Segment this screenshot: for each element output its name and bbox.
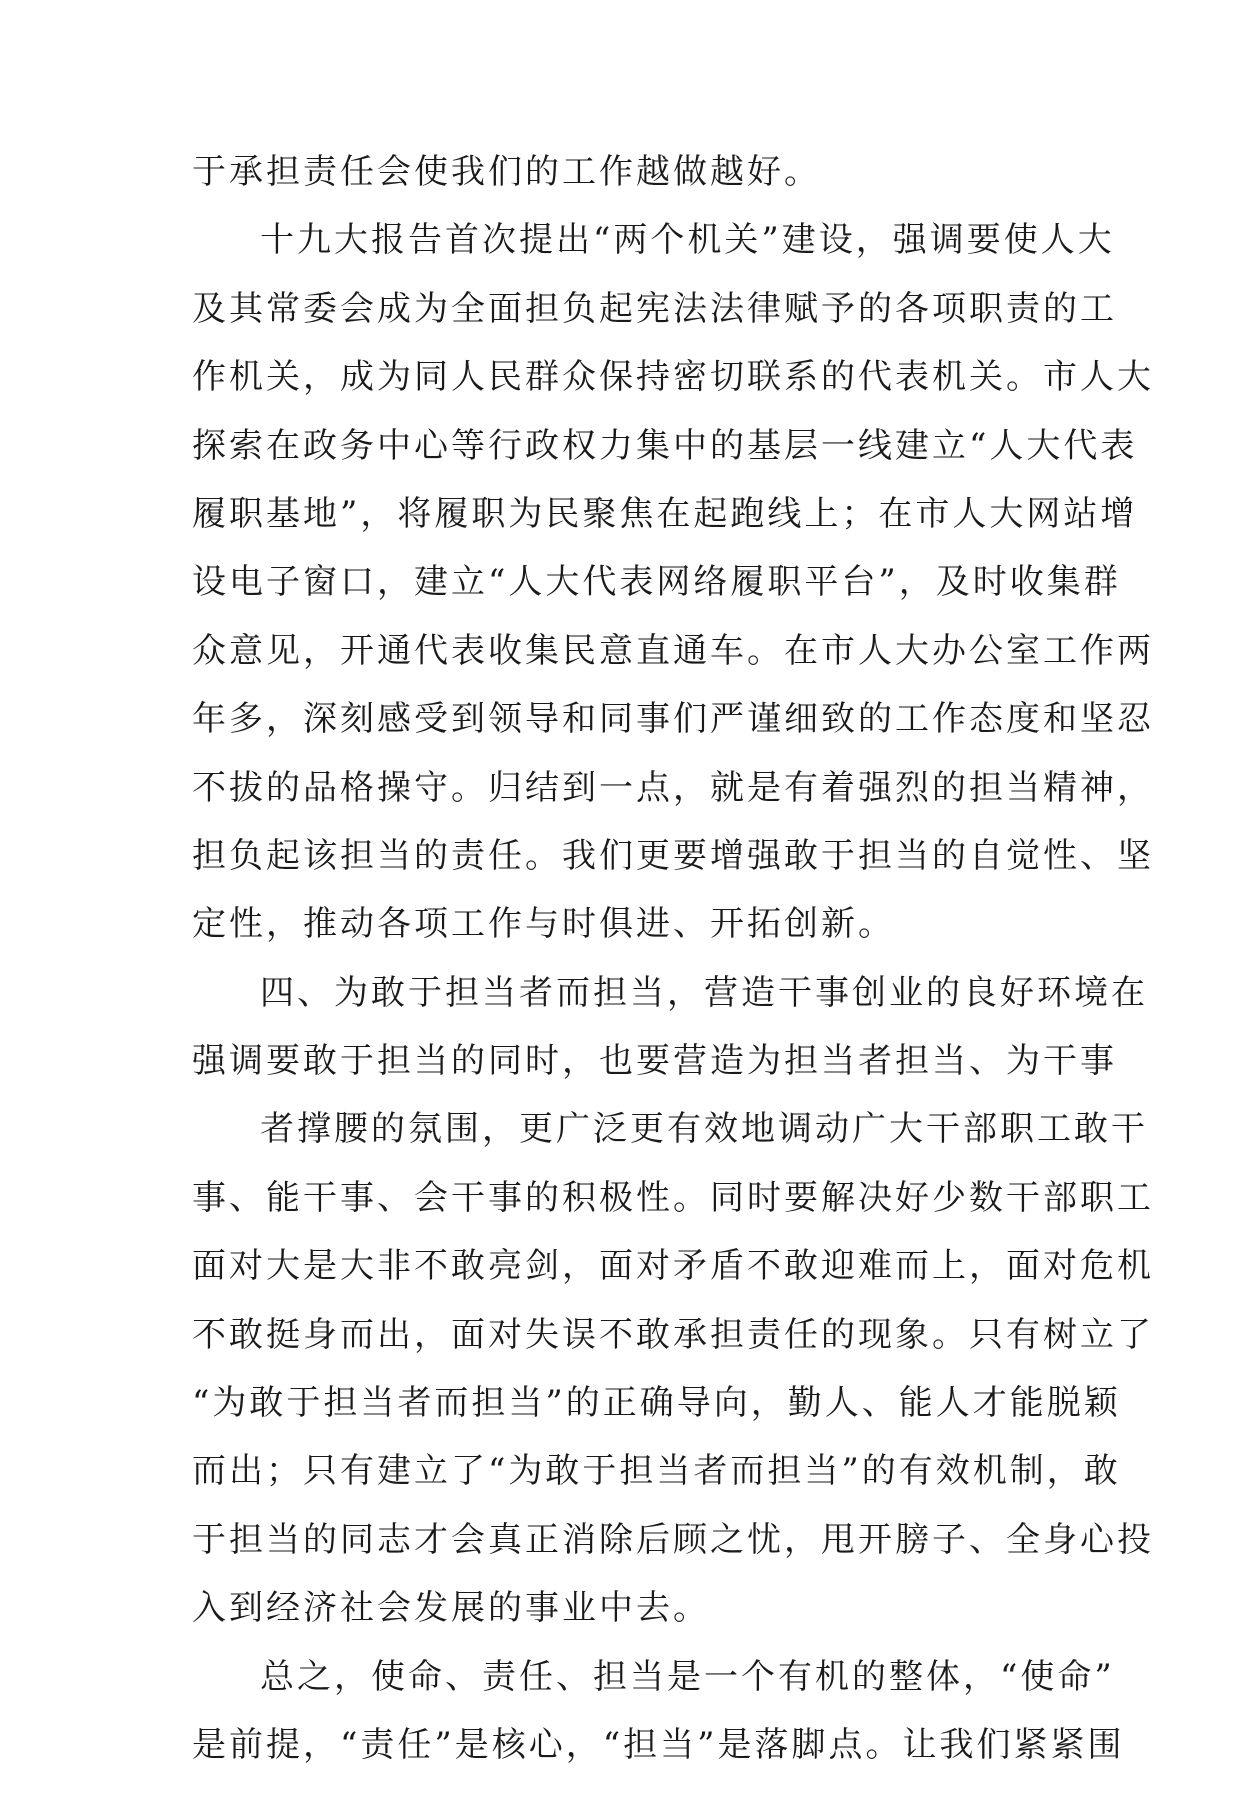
text-line: 于承担责任会使我们的工作越做越好。 xyxy=(192,152,821,192)
text-line: 探索在政务中心等行政权力集中的基层一线建立“人大代表 xyxy=(192,425,1138,466)
text-line: 作机关，成为同人民群众保持密切联系的代表机关。市人大 xyxy=(192,357,1154,398)
text-line: 总之，使命、责任、担当是一个有机的整体，“使命” xyxy=(260,1656,1115,1697)
text-line: 定性，推动各项工作与时俱进、开拓创新。 xyxy=(192,904,895,945)
text-line: 是前提，“责任”是核心，“担当”是落脚点。让我们紧紧围 xyxy=(192,1724,1125,1765)
text-line: 众意见，开通代表收集民意直通车。在市人大办公室工作两 xyxy=(192,630,1154,671)
text-line: 不拔的品格操守。归结到一点，就是有着强烈的担当精神， xyxy=(192,767,1154,808)
text-line: 担负起该担当的责任。我们更要增强敢于担当的自觉性、坚 xyxy=(192,835,1154,876)
text-line: 十九大报告首次提出“两个机关”建设，强调要使人大 xyxy=(260,220,1115,261)
text-line: 年多，深刻感受到领导和同事们严谨细致的工作态度和坚忍 xyxy=(192,699,1154,740)
text-line: 履职基地”，将履职为民聚焦在起跑线上；在市人大网站增 xyxy=(192,493,1138,534)
text-line: 面对大是大非不敢亮剑，面对矛盾不敢迎难而上，面对危机 xyxy=(192,1246,1154,1287)
text-line: 四、为敢于担当者而担当，营造干事创业的良好环境在 xyxy=(260,972,1148,1013)
text-line: 者撑腰的氛围，更广泛更有效地调动广大干部职工敢干 xyxy=(260,1109,1148,1150)
text-line: 而出；只有建立了“为敢于担当者而担当”的有效机制，敢 xyxy=(192,1451,1121,1492)
text-line: “为敢于担当者而担当”的正确导向，勤人、能人才能脱颖 xyxy=(192,1383,1121,1424)
document-body xyxy=(192,152,1154,1796)
text-line: 设电子窗口，建立“人大代表网络履职平台”，及时收集群 xyxy=(192,562,1121,603)
text-line: 不敢挺身而出，面对失误不敢承担责任的现象。只有树立了 xyxy=(192,1314,1154,1355)
text-line: 强调要敢于担当的同时，也要营造为担当者担当、为干事 xyxy=(192,1041,1117,1082)
text-line: 事、能干事、会干事的积极性。同时要解决好少数干部职工 xyxy=(192,1177,1154,1218)
text-line: 于担当的同志才会真正消除后顾之忧，甩开膀子、全身心投 xyxy=(192,1519,1154,1560)
text-line: 入到经济社会发展的事业中去。 xyxy=(192,1588,710,1629)
text-line: 及其常委会成为全面担负起宪法法律赋予的各项职责的工 xyxy=(192,288,1117,329)
